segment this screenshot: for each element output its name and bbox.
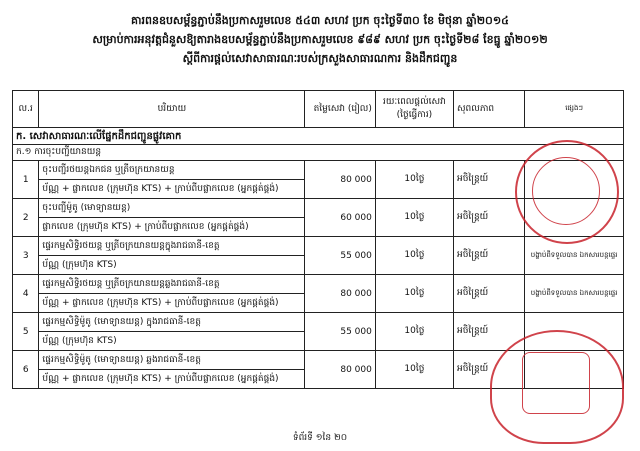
doc-title-line-3: ស្តីពីការផ្តល់សេវាសាធារណៈរបស់ក្រសួងសាធារណការ និងដឹកជញ្ជូន	[182, 52, 458, 65]
row-price: 60 000	[305, 199, 375, 237]
row-price: 55 000	[305, 313, 375, 351]
col-header-other: ផ្សេងៗ	[525, 91, 624, 128]
row-description-line-1: ចុះបញ្ជីរថយន្តឯកជន ឬត្រីចក្រយានយន្ត	[39, 161, 305, 180]
row-number: 3	[13, 237, 39, 275]
row-validity: អចិន្ត្រៃយ៍	[453, 161, 524, 199]
row-validity: អចិន្ត្រៃយ៍	[453, 199, 524, 237]
row-description-line-1: ចុះបញ្ជីម៉ូតូ (មោទ្យានយន្ត)	[39, 199, 305, 218]
row-note: បង្ហាប់ពីទទួលបាន ឯកសារបន្តផ្ទេរ	[525, 237, 624, 275]
row-number: 6	[13, 351, 39, 389]
row-price: 80 000	[305, 161, 375, 199]
row-description-line-1: ផ្ទេរកម្មសិទ្ធិម៉ូតូ (មោទ្យានយន្ត) ឆ្លងរាជធានី-ខេត្ត	[39, 351, 305, 370]
row-validity: អចិន្ត្រៃយ៍	[453, 237, 524, 275]
row-duration: 10ថ្ងៃ	[375, 351, 453, 389]
row-duration: 10ថ្ងៃ	[375, 275, 453, 313]
row-number: 4	[13, 275, 39, 313]
col-header-duration: រយៈពេលផ្តល់សេវា (ថ្ងៃធ្វើការ)	[375, 91, 453, 128]
table-row	[13, 237, 624, 256]
table-row	[13, 313, 624, 332]
row-description-line-1: ផ្ទេរកម្មសិទ្ធិរថយន្ត ឬត្រីចក្រយានយន្តឆ្លងរាជធានី-ខេត្ត	[39, 275, 305, 294]
row-description-line-2: ប័ណ្ណ + ផ្លាកលេខ (ក្រុមហ៊ុន KTS) + ក្រាប់ពីបផ្លាកលេខ (អ្នកផ្គត់ផ្គង់)	[39, 370, 305, 389]
table-header-row	[13, 91, 624, 128]
ministry-seal-stamp	[490, 330, 624, 444]
row-duration: 10ថ្ងៃ	[375, 161, 453, 199]
row-number: 5	[13, 313, 39, 351]
row-note: បង្ហាប់ពីទទួលបាន ឯកសារបន្តផ្ទេរ	[525, 275, 624, 313]
row-number: 2	[13, 199, 39, 237]
col-header-description: បរិយាយ	[39, 91, 305, 128]
row-description-line-2: ផ្លាកលេខ (ក្រុមហ៊ុន KTS) + ក្រាប់ពីបផ្លាកលេខ (អ្នកផ្គត់ផ្គង់)	[39, 218, 305, 237]
section-row	[13, 128, 624, 145]
row-validity: អចិន្ត្រៃយ៍	[453, 351, 524, 389]
row-description-line-2: ប័ណ្ណ + ផ្លាកលេខ (ក្រុមហ៊ុន KTS) + ក្រាប់ពីបផ្លាកលេខ (អ្នកផ្គត់ផ្គង់)	[39, 294, 305, 313]
section-title: ក. សេវាសាធារណៈលើផ្នែកដឹកជញ្ជូនផ្លូវគោក	[13, 128, 624, 145]
row-validity: អចិន្ត្រៃយ៍	[453, 313, 524, 351]
row-price: 80 000	[305, 275, 375, 313]
col-header-validity: សុពលភាព	[453, 91, 524, 128]
subsection-title: ក.១ ការចុះបញ្ជីយានយន្ត	[13, 145, 624, 161]
official-seal-stamp	[515, 140, 619, 244]
row-duration: 10ថ្ងៃ	[375, 237, 453, 275]
col-header-price: តម្លៃសេវា (រៀល)	[305, 91, 375, 128]
row-duration: 10ថ្ងៃ	[375, 313, 453, 351]
doc-title-line-2: សម្រាប់ការអនុវត្តជំនួសឱ្យតារាងឧបសម្ព័ន្ធភ្ជាប់នឹងប្រកាសរួមលេខ ៩៨៩ សហវ ប្រក ចុះថ្ងៃទី២៨ ខែធ្នូ ឆ្នាំ២០១២	[92, 33, 548, 46]
row-validity: អចិន្ត្រៃយ៍	[453, 275, 524, 313]
row-price: 55 000	[305, 237, 375, 275]
page-number: ទំព័រទី ១នៃ ២០	[292, 433, 348, 443]
row-number: 1	[13, 161, 39, 199]
row-description-line-1: ផ្ទេរកម្មសិទ្ធិម៉ូតូ (មោទ្យានយន្ត) ក្នុងរាជធានី-ខេត្ត	[39, 313, 305, 332]
row-duration: 10ថ្ងៃ	[375, 199, 453, 237]
row-description-line-2: ប័ណ្ណ (ក្រុមហ៊ុន KTS)	[39, 332, 305, 351]
row-price: 80 000	[305, 351, 375, 389]
row-description-line-2: ប័ណ្ណ (ក្រុមហ៊ុន KTS)	[39, 256, 305, 275]
row-description-line-1: ផ្ទេរកម្មសិទ្ធិរថយន្ត ឬត្រីចក្រយានយន្តក្នុងរាជធានី-ខេត្ត	[39, 237, 305, 256]
row-description-line-2: ប័ណ្ណ + ផ្លាកលេខ (ក្រុមហ៊ុន KTS) + ក្រាប់ពីបផ្លាកលេខ (អ្នកផ្គត់ផ្គង់)	[39, 180, 305, 199]
col-header-no: ល.រ	[13, 91, 39, 128]
doc-title-line-1: គារពនឧបសម្ព័ន្ធភ្ជាប់នឹងប្រកាសរួមលេខ ៥៤៣ សហវ ប្រក ចុះថ្ងៃទី៣០ ខែ មិថុនា ឆ្នាំ២០១៤	[131, 14, 509, 27]
table-row	[13, 275, 624, 294]
